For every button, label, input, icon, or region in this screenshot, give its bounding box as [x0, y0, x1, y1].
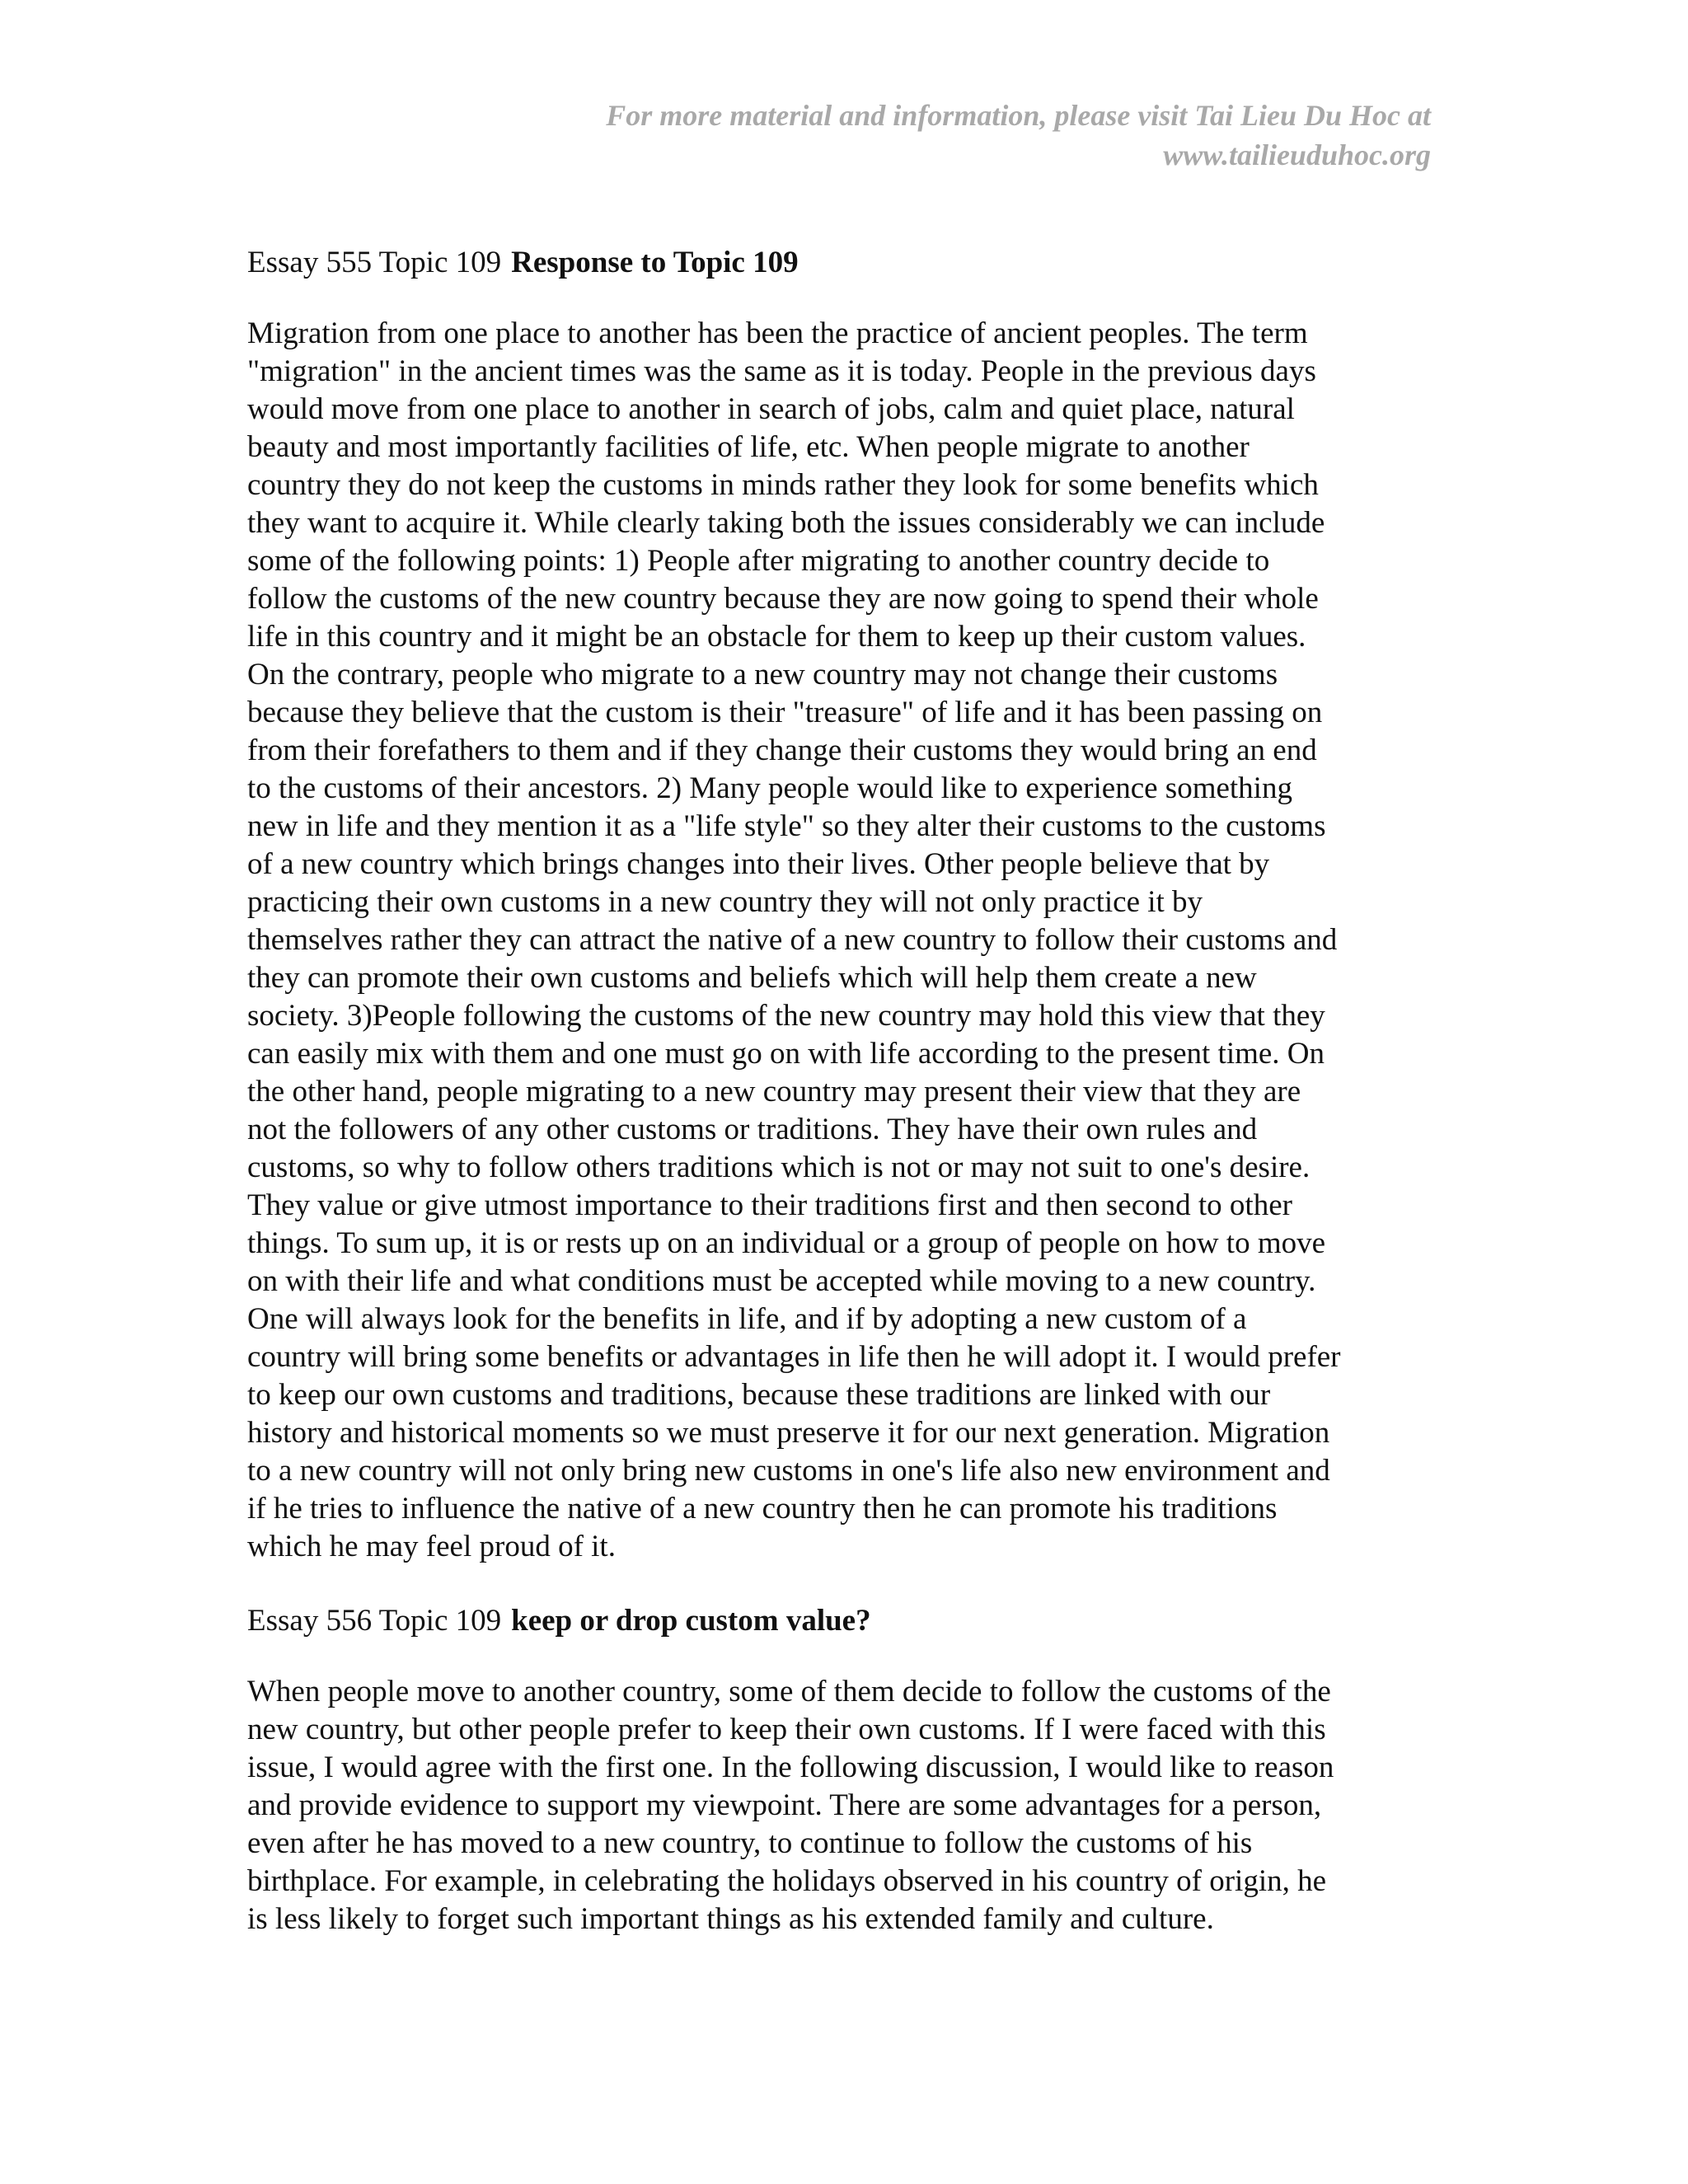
paragraph-line: country they do not keep the customs in minds rather they look for some benefits which: [247, 468, 1319, 502]
paragraph-line: On the contrary, people who migrate to a new country may not change their customs: [247, 658, 1278, 691]
paragraph-line: on with their life and what conditions must be accepted while moving to a new country.: [247, 1264, 1316, 1298]
paragraph-line: they want to acquire it. While clearly taking both the issues considerably we can include: [247, 506, 1325, 540]
essay-label: Essay 556 Topic 109: [247, 1604, 502, 1638]
paragraph-line: can easily mix with them and one must go on with life according to the present time. On: [247, 1037, 1325, 1071]
essay-label: Essay 555 Topic 109: [247, 246, 502, 279]
paragraph-line: new country, but other people prefer to keep their own customs. If I were faced with this: [247, 1713, 1326, 1746]
paragraph-line: new in life and they mention it as a "life style" so they alter their customs to the customs: [247, 809, 1326, 843]
header-line-1: For more material and information, please visit Tai Lieu Du Hoc at: [606, 99, 1431, 132]
paragraph-line: and provide evidence to support my viewpoint. There are some advantages for a person,: [247, 1788, 1322, 1822]
paragraph-line: country will bring some benefits or advantages in life then he will adopt it. I would prefer: [247, 1340, 1341, 1374]
paragraph-line: they can promote their own customs and beliefs which will help them create a new: [247, 961, 1257, 995]
paragraph-line: things. To sum up, it is or rests up on an individual or a group of people on how to move: [247, 1226, 1326, 1260]
paragraph-line: history and historical moments so we must preserve it for our next generation. Migration: [247, 1416, 1330, 1450]
paragraph-line: follow the customs of the new country because they are now going to spend their whole: [247, 582, 1319, 616]
paragraph-line: issue, I would agree with the first one. In the following discussion, I would like to reason: [247, 1750, 1334, 1784]
paragraph-line: of a new country which brings changes into their lives. Other people believe that by: [247, 847, 1270, 881]
essay-title: keep or drop custom value?: [511, 1604, 871, 1638]
essay-heading: [247, 244, 1451, 282]
paragraph-line: is less likely to forget such important things as his extended family and culture.: [247, 1902, 1214, 1936]
essay-body: [247, 1673, 1451, 1938]
header-line-2: www.tailieuduhoc.org: [1163, 138, 1431, 171]
paragraph-line: to the customs of their ancestors. 2) Many people would like to experience something: [247, 771, 1292, 805]
paragraph-line: beauty and most importantly facilities of life, etc. When people migrate to another: [247, 430, 1250, 464]
paragraph-line: not the followers of any other customs or traditions. They have their own rules and: [247, 1113, 1258, 1146]
paragraph-line: to a new country will not only bring new customs in one's life also new environment and: [247, 1454, 1330, 1488]
paragraph-line: to keep our own customs and traditions, because these traditions are linked with our: [247, 1378, 1271, 1412]
paragraph-line: When people move to another country, some of them decide to follow the customs of the: [247, 1675, 1331, 1708]
essay-556: [247, 1602, 1451, 1938]
paragraph-line: "migration" in the ancient times was the same as it is today. People in the previous days: [247, 354, 1316, 388]
watermark-header: [442, 96, 1431, 175]
document-content: [247, 244, 1451, 1975]
paragraph-line: One will always look for the benefits in life, and if by adopting a new custom of a: [247, 1302, 1247, 1336]
essay-555: [247, 244, 1451, 1566]
paragraph-line: customs, so why to follow others traditions which is not or may not suit to one's desire.: [247, 1151, 1311, 1184]
paragraph-line: themselves rather they can attract the native of a new country to follow their customs and: [247, 923, 1338, 957]
essay-heading: [247, 1602, 1451, 1640]
paragraph-line: society. 3)People following the customs of the new country may hold this view that they: [247, 999, 1325, 1033]
paragraph-line: because they believe that the custom is their "treasure" of life and it has been passing on: [247, 696, 1323, 729]
essay-body: [247, 315, 1451, 1566]
paragraph-line: if he tries to influence the native of a new country then he can promote his traditions: [247, 1492, 1278, 1526]
paragraph-line: would move from one place to another in search of jobs, calm and quiet place, natural: [247, 392, 1295, 426]
essay-title: Response to Topic 109: [511, 246, 799, 279]
paragraph-line: from their forefathers to them and if they change their customs they would bring an end: [247, 733, 1317, 767]
paragraph-line: even after he has moved to a new country, to continue to follow the customs of his: [247, 1826, 1253, 1860]
paragraph-line: life in this country and it might be an obstacle for them to keep up their custom values.: [247, 620, 1306, 654]
paragraph-line: the other hand, people migrating to a new country may present their view that they are: [247, 1075, 1301, 1108]
paragraph-line: birthplace. For example, in celebrating the holidays observed in his country of origin, he: [247, 1864, 1327, 1898]
paragraph-line: They value or give utmost importance to their traditions first and then second to other: [247, 1188, 1292, 1222]
paragraph-line: practicing their own customs in a new country they will not only practice it by: [247, 885, 1203, 919]
paragraph-line: some of the following points: 1) People after migrating to another country decide to: [247, 544, 1270, 578]
paragraph-line: Migration from one place to another has been the practice of ancient peoples. The term: [247, 316, 1308, 350]
paragraph-line: which he may feel proud of it.: [247, 1530, 616, 1563]
